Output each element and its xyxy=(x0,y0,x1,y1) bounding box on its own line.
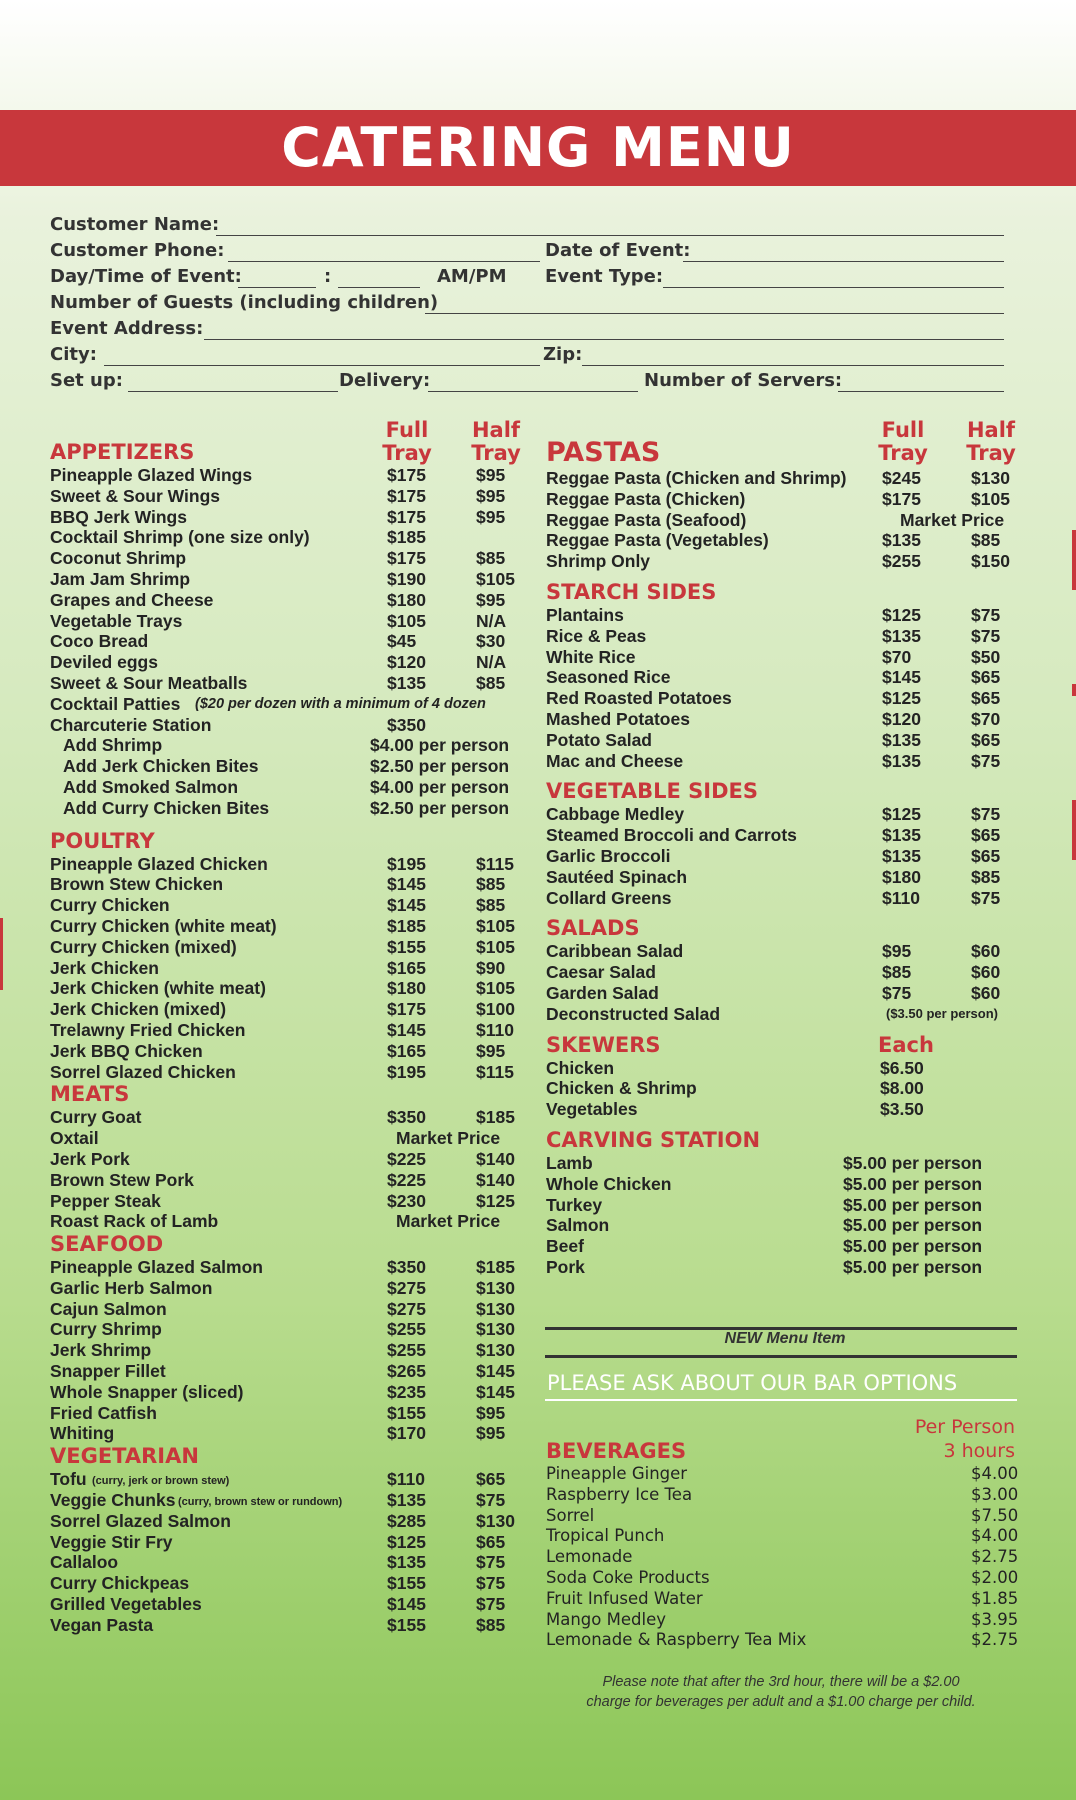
menu-item: Red Roasted Potatoes $125 $65 xyxy=(546,688,1001,709)
carving-station-heading: CARVING STATION xyxy=(546,1127,761,1152)
right-menu-column xyxy=(546,436,1016,1278)
beverage-footnote: Please note that after the 3rd hour, there will be a $2.00 charge for beverages per adult and a $1.00 charge per child. xyxy=(586,1674,976,1710)
menu-item: Vegetable Trays $105 N/A xyxy=(50,610,507,631)
menu-item: Grapes and Cheese $180 $95 xyxy=(50,589,506,610)
menu-item: Reggae Pasta (Seafood) Market Price xyxy=(546,509,1005,530)
guests-field[interactable] xyxy=(425,313,1004,314)
left-full-tray-header: Full Tray xyxy=(382,418,432,465)
new-menu-item-note: NEW Menu Item xyxy=(724,1330,846,1347)
menu-item: Cabbage Medley $125 $75 xyxy=(546,804,1001,825)
menu-item: Reggae Pasta (Chicken) $175 $105 xyxy=(546,488,1010,509)
meats-list xyxy=(50,1107,530,1232)
menu-item: Veggie Stir Fry $125 $65 xyxy=(50,1531,506,1552)
menu-item: Curry Chicken (white meat) $185 $105 xyxy=(50,915,515,936)
skewers-list xyxy=(546,1058,1016,1120)
day-time-label: Day/Time of Event: xyxy=(50,266,242,287)
poultry-heading: POULTRY xyxy=(50,828,155,853)
date-of-event-label: Date of Event: xyxy=(545,240,691,261)
bar-options-text: PLEASE ASK ABOUT OUR BAR OPTIONS xyxy=(547,1371,958,1395)
vegetarian-list xyxy=(50,1469,530,1635)
menu-item: Chicken & Shrimp $8.00 xyxy=(546,1078,924,1099)
customer-phone-label: Customer Phone: xyxy=(50,240,225,261)
meats-heading: MEATS xyxy=(50,1082,130,1107)
menu-item: Charcuterie Station $350 xyxy=(50,714,426,735)
menu-item: Jerk BBQ Chicken $165 $95 xyxy=(50,1040,506,1061)
menu-item: Pork $5.00 per person xyxy=(546,1256,983,1277)
menu-item: Cajun Salmon $275 $130 xyxy=(50,1298,515,1319)
menu-item: Sautéed Spinach $180 $85 xyxy=(546,866,1001,887)
menu-item: Pineapple Glazed Wings $175 $95 xyxy=(50,465,506,485)
menu-item: Chicken $6.50 xyxy=(546,1057,924,1078)
menu-item: Coco Bread $45 $30 xyxy=(50,631,506,652)
beverages-section xyxy=(546,1439,1019,1651)
left-half-tray-header: Half Tray xyxy=(471,418,521,465)
menu-item: Sorrel Glazed Salmon $285 $130 xyxy=(50,1510,515,1531)
menu-item: Curry Chickpeas $155 $75 xyxy=(50,1573,506,1594)
address-label: Event Address: xyxy=(50,318,204,339)
menu-item: Curry Goat $350 $185 xyxy=(50,1107,515,1128)
customer-name-field[interactable] xyxy=(216,235,1004,236)
event-type-label: Event Type: xyxy=(545,266,664,287)
edge-mark xyxy=(1072,800,1076,860)
menu-item: Sorrel $7.50 xyxy=(546,1505,1019,1525)
ampm-label: AM/PM xyxy=(437,266,507,287)
menu-item: White Rice $70 $50 xyxy=(546,646,1001,667)
menu-item: Beef $5.00 per person xyxy=(546,1236,983,1257)
vegsides-list xyxy=(546,804,1016,908)
menu-item: Mango Medley $3.95 xyxy=(546,1609,1019,1629)
menu-item: Mashed Potatoes $120 $70 xyxy=(546,708,1001,729)
time-hour-field[interactable] xyxy=(238,287,316,288)
menu-item: Vegan Pasta $155 $85 xyxy=(50,1614,506,1635)
customer-name-label: Customer Name: xyxy=(50,214,220,235)
menu-item: Jerk Shrimp $255 $130 xyxy=(50,1340,515,1361)
left-menu-column xyxy=(50,440,530,1636)
beverages-heading: BEVERAGES xyxy=(546,1439,687,1463)
menu-item: Trelawny Fried Chicken $145 $110 xyxy=(50,1019,514,1040)
menu-item: Deviled eggs $120 N/A xyxy=(50,652,507,673)
menu-item: Caribbean Salad $95 $60 xyxy=(546,941,1001,962)
per-person-header: Per Person 3 hours xyxy=(914,1416,1015,1462)
menu-item: Potato Salad $135 $65 xyxy=(546,729,1001,750)
menu-item: Grilled Vegetables $145 $75 xyxy=(50,1594,506,1615)
menu-item: Pineapple Glazed Salmon $350 $185 xyxy=(50,1257,515,1278)
servers-field[interactable] xyxy=(838,391,1004,392)
menu-item: Rice & Peas $135 $75 xyxy=(546,625,1001,646)
menu-item: Curry Chicken $145 $85 xyxy=(50,895,506,916)
poultry-list xyxy=(50,854,530,1083)
menu-item: Raspberry Ice Tea $3.00 xyxy=(546,1484,1019,1504)
menu-item: Coconut Shrimp $175 $85 xyxy=(50,548,506,569)
time-colon: : xyxy=(324,266,332,287)
menu-item: Cocktail Shrimp (one size only) $185 xyxy=(50,527,426,548)
divider xyxy=(545,1355,1017,1358)
menu-item: Reggae Pasta (Chicken and Shrimp) $245 $130 xyxy=(546,468,1010,488)
skewers-heading xyxy=(546,1033,1016,1058)
page-title: CATERING MENU xyxy=(281,116,795,179)
menu-item: Fried Catfish $155 $95 xyxy=(50,1402,506,1423)
delivery-field[interactable] xyxy=(428,391,638,392)
menu-item: Deconstructed Salad ($3.50 per person) xyxy=(546,1003,998,1024)
edge-mark xyxy=(1072,684,1076,696)
menu-item: Jerk Chicken (mixed) $175 $100 xyxy=(50,999,515,1020)
menu-item: Callaloo $135 $75 xyxy=(50,1552,506,1573)
vegetarian-heading: VEGETARIAN xyxy=(50,1444,199,1469)
address-field[interactable] xyxy=(204,339,1004,340)
menu-item: Shrimp Only $255 $150 xyxy=(546,551,1010,572)
menu-item: Sorrel Glazed Chicken $195 $115 xyxy=(50,1061,514,1082)
seafood-heading: SEAFOOD xyxy=(50,1232,164,1257)
menu-item: Steamed Broccoli and Carrots $135 $65 xyxy=(546,825,1001,846)
guests-label: Number of Guests (including children) xyxy=(50,292,439,313)
starch-list xyxy=(546,605,1016,771)
menu-item: Vegetables $3.50 xyxy=(546,1099,924,1120)
seafood-list xyxy=(50,1257,530,1444)
appetizers-list xyxy=(50,465,530,694)
pastas-list xyxy=(546,468,1016,572)
menu-item: Turkey $5.00 per person xyxy=(546,1194,983,1215)
carving-list xyxy=(546,1153,1016,1278)
delivery-label: Delivery: xyxy=(339,370,431,391)
menu-item: Lemonade $2.75 xyxy=(546,1547,1019,1567)
city-label: City: xyxy=(50,344,97,365)
menu-item: Garlic Broccoli $135 $65 xyxy=(546,845,1001,866)
edge-mark xyxy=(1072,530,1076,590)
menu-item: Jerk Chicken $165 $90 xyxy=(50,957,506,978)
menu-item: Mac and Cheese $135 $75 xyxy=(546,750,1001,771)
menu-item: Jerk Chicken (white meat) $180 $105 xyxy=(50,978,515,999)
divider xyxy=(545,1399,1017,1401)
menu-item: Pineapple Ginger $4.00 xyxy=(546,1464,1019,1483)
menu-item: Salmon $5.00 per person xyxy=(546,1215,983,1236)
menu-item: Curry Chicken (mixed) $155 $105 xyxy=(50,936,515,957)
time-minute-field[interactable] xyxy=(338,287,420,288)
menu-item: Add Shrimp $4.00 per person xyxy=(63,735,510,756)
pastas-heading: PASTAS xyxy=(546,437,661,468)
menu-item: Garden Salad $75 $60 xyxy=(546,982,1001,1003)
vegetable-sides-heading: VEGETABLE SIDES xyxy=(546,779,759,804)
menu-item: Brown Stew Chicken $145 $85 xyxy=(50,874,506,895)
salads-list xyxy=(546,941,1016,1024)
menu-item: Roast Rack of Lamb Market Price xyxy=(50,1211,501,1232)
menu-item: Soda Coke Products $2.00 xyxy=(546,1567,1019,1587)
menu-item: Pineapple Glazed Chicken $195 $115 xyxy=(50,853,514,874)
menu-item: Veggie Chunks $135 $75 (curry, brown stew or rundown) xyxy=(50,1490,506,1511)
zip-field[interactable] xyxy=(582,365,1004,366)
event-type-field[interactable] xyxy=(663,287,1004,288)
menu-item: Jerk Pork $225 $140 xyxy=(50,1148,515,1169)
skewers-title: SKEWERS xyxy=(546,1032,661,1057)
each-header: Each xyxy=(878,1032,934,1057)
addons-list xyxy=(50,735,530,818)
menu-item: Add Jerk Chicken Bites $2.50 per person xyxy=(63,756,510,777)
zip-label: Zip: xyxy=(543,344,583,365)
date-of-event-field[interactable] xyxy=(683,261,1004,262)
beverages-list xyxy=(546,1464,1019,1651)
menu-item: Seasoned Rice $145 $65 xyxy=(546,667,1001,688)
menu-item: Add Curry Chicken Bites $2.50 per person xyxy=(63,797,510,818)
menu-item: Caesar Salad $85 $60 xyxy=(546,962,1001,983)
menu-item: Reggae Pasta (Vegetables) $135 $85 xyxy=(546,530,1001,551)
setup-label: Set up: xyxy=(50,370,123,391)
menu-item: Brown Stew Pork $225 $140 xyxy=(50,1169,515,1190)
menu-item: Tropical Punch $4.00 xyxy=(546,1526,1019,1546)
city-field[interactable] xyxy=(104,365,540,366)
right-half-tray-header: Half Tray xyxy=(966,418,1016,465)
menu-item: Plantains $125 $75 xyxy=(546,604,1001,625)
servers-label: Number of Servers: xyxy=(644,370,843,391)
menu-item: Cocktail Patties ($20 per dozen with a minimum of 4 dozen xyxy=(50,693,486,714)
menu-item: Whole Chicken $5.00 per person xyxy=(546,1173,983,1194)
menu-item: Lemonade & Raspberry Tea Mix $2.75 xyxy=(546,1630,1019,1650)
salads-heading: SALADS xyxy=(546,916,640,941)
title-banner xyxy=(0,110,1076,186)
menu-item: Whiting $170 $95 xyxy=(50,1423,506,1444)
menu-item: Snapper Fillet $265 $145 xyxy=(50,1361,515,1382)
menu-item: Collard Greens $110 $75 xyxy=(546,887,1001,908)
menu-item: Add Smoked Salmon $4.00 per person xyxy=(63,776,510,797)
menu-item: BBQ Jerk Wings $175 $95 xyxy=(50,506,506,527)
menu-item: Curry Shrimp $255 $130 xyxy=(50,1319,515,1340)
menu-item: Tofu $110 $65 (curry, jerk or brown stew) xyxy=(50,1469,506,1490)
menu-item: Oxtail Market Price xyxy=(50,1128,501,1149)
menu-item: Jam Jam Shrimp $190 $105 xyxy=(50,568,515,589)
appetizers-heading: APPETIZERS xyxy=(50,440,195,464)
menu-item: Fruit Infused Water $1.85 xyxy=(546,1588,1019,1608)
starch-sides-heading: STARCH SIDES xyxy=(546,579,717,604)
customer-phone-field[interactable] xyxy=(228,261,540,262)
edge-mark xyxy=(0,918,3,990)
menu-item: Pepper Steak $230 $125 xyxy=(50,1190,515,1211)
menu-item: Garlic Herb Salmon $275 $130 xyxy=(50,1277,515,1298)
menu-item: Sweet & Sour Meatballs $135 $85 xyxy=(50,672,506,693)
menu-item: Lamb $5.00 per person xyxy=(546,1152,983,1173)
setup-field[interactable] xyxy=(128,391,338,392)
right-full-tray-header: Full Tray xyxy=(878,418,928,465)
menu-item: Sweet & Sour Wings $175 $95 xyxy=(50,485,506,506)
menu-item: Whole Snapper (sliced) $235 $145 xyxy=(50,1381,515,1402)
